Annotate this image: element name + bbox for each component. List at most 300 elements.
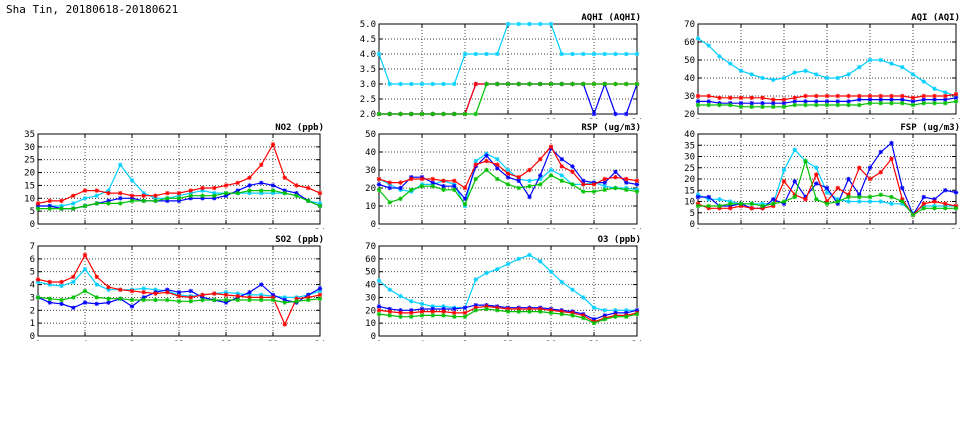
series-marker xyxy=(484,82,488,86)
svg-text:15: 15 xyxy=(24,181,35,192)
series-marker xyxy=(36,201,40,205)
series-marker xyxy=(846,195,850,199)
svg-text:0: 0 xyxy=(29,332,35,341)
svg-text:24 xyxy=(951,228,962,229)
svg-text:30: 30 xyxy=(684,152,695,163)
svg-text:0 xyxy=(376,340,381,341)
series-marker xyxy=(857,199,861,203)
series-marker xyxy=(59,298,63,302)
series-marker xyxy=(474,52,478,56)
series-marker xyxy=(879,193,883,197)
series-marker xyxy=(635,52,639,56)
svg-text:6: 6 xyxy=(29,254,35,265)
series-marker xyxy=(431,309,435,313)
series-marker xyxy=(259,282,263,286)
series-marker xyxy=(760,105,764,109)
series-marker xyxy=(549,82,553,86)
series-marker xyxy=(177,191,181,195)
series-marker xyxy=(259,163,263,167)
series-marker xyxy=(814,94,818,98)
series-marker xyxy=(463,112,467,116)
series-marker xyxy=(739,202,743,206)
series-marker xyxy=(118,191,122,195)
series-marker xyxy=(259,181,263,185)
series-marker xyxy=(377,304,381,308)
series-marker xyxy=(517,22,521,26)
series-marker xyxy=(750,96,754,100)
series-marker xyxy=(474,82,478,86)
svg-text:4 xyxy=(738,228,743,229)
series-marker xyxy=(212,298,216,302)
series-marker xyxy=(95,201,99,205)
series-marker xyxy=(527,184,531,188)
series-marker xyxy=(814,103,818,107)
series-marker xyxy=(750,72,754,76)
series-marker xyxy=(696,204,700,208)
series-marker xyxy=(592,321,596,325)
series-marker xyxy=(750,202,754,206)
series-marker xyxy=(581,316,585,320)
svg-text:8 xyxy=(129,340,134,341)
series-marker xyxy=(106,201,110,205)
series-marker xyxy=(943,188,947,192)
series-marker xyxy=(189,295,193,299)
series-marker xyxy=(635,312,639,316)
series-marker xyxy=(538,182,542,186)
series-marker xyxy=(398,82,402,86)
series-marker xyxy=(696,103,700,107)
series-marker xyxy=(495,177,499,181)
series-marker xyxy=(900,94,904,98)
series-marker xyxy=(570,313,574,317)
series-marker xyxy=(581,189,585,193)
series-marker xyxy=(388,112,392,116)
series-marker xyxy=(879,58,883,62)
series-marker xyxy=(879,101,883,105)
chart-svg-o3 xyxy=(343,236,643,341)
series-marker xyxy=(83,188,87,192)
series-marker xyxy=(247,188,251,192)
series-marker xyxy=(560,157,564,161)
series-marker xyxy=(803,159,807,163)
series-marker xyxy=(900,65,904,69)
series-marker xyxy=(836,186,840,190)
series-marker xyxy=(954,99,958,103)
series-marker xyxy=(463,306,467,310)
series-marker xyxy=(388,313,392,317)
series-marker xyxy=(857,65,861,69)
svg-text:3.0: 3.0 xyxy=(359,80,376,90)
series-marker xyxy=(224,298,228,302)
series-marker xyxy=(118,196,122,200)
svg-text:20: 20 xyxy=(365,184,376,194)
series-marker xyxy=(793,70,797,74)
series-marker xyxy=(581,52,585,56)
series-marker xyxy=(95,188,99,192)
series-marker xyxy=(560,82,564,86)
series-marker xyxy=(760,96,764,100)
series-marker xyxy=(549,270,553,274)
series-marker xyxy=(560,280,564,284)
series-marker xyxy=(592,82,596,86)
series-marker xyxy=(431,184,435,188)
series-marker xyxy=(717,103,721,107)
series-marker xyxy=(153,194,157,198)
series-marker xyxy=(484,153,488,157)
series-marker xyxy=(452,188,456,192)
series-marker xyxy=(707,43,711,47)
series-marker xyxy=(560,52,564,56)
svg-text:0 xyxy=(35,340,40,341)
series-line-s3 xyxy=(38,255,320,324)
series-marker xyxy=(388,82,392,86)
series-marker xyxy=(603,52,607,56)
series-marker xyxy=(954,92,958,96)
chart-title-no2: NO2 (ppb) xyxy=(275,123,324,133)
series-marker xyxy=(814,72,818,76)
series-marker xyxy=(463,52,467,56)
svg-text:4: 4 xyxy=(29,280,35,291)
series-marker xyxy=(495,82,499,86)
series-marker xyxy=(271,298,275,302)
series-marker xyxy=(868,94,872,98)
series-marker xyxy=(452,315,456,319)
svg-text:16 xyxy=(546,340,557,341)
svg-text:30: 30 xyxy=(365,293,376,304)
series-marker xyxy=(793,179,797,183)
series-marker xyxy=(484,168,488,172)
series-marker xyxy=(506,171,510,175)
series-marker xyxy=(95,194,99,198)
series-marker xyxy=(224,183,228,187)
series-marker xyxy=(83,267,87,271)
chart-panel-aqhi xyxy=(343,14,643,119)
series-marker xyxy=(560,312,564,316)
series-marker xyxy=(200,293,204,297)
series-marker xyxy=(549,144,553,148)
svg-text:20: 20 xyxy=(684,175,695,185)
series-marker xyxy=(527,253,531,257)
series-marker xyxy=(71,295,75,299)
series-marker xyxy=(106,191,110,195)
series-marker xyxy=(306,186,310,190)
series-marker xyxy=(771,78,775,82)
series-marker xyxy=(398,315,402,319)
series-marker xyxy=(142,298,146,302)
series-marker xyxy=(495,308,499,312)
series-marker xyxy=(318,204,322,208)
svg-text:8 xyxy=(129,228,134,229)
series-marker xyxy=(318,293,322,297)
series-marker xyxy=(463,202,467,206)
series-marker xyxy=(452,179,456,183)
svg-text:30: 30 xyxy=(365,166,376,176)
svg-text:20: 20 xyxy=(684,110,695,119)
series-marker xyxy=(922,101,926,105)
svg-text:35: 35 xyxy=(24,130,35,140)
series-marker xyxy=(212,186,216,190)
svg-text:4.5: 4.5 xyxy=(359,35,376,45)
series-marker xyxy=(782,168,786,172)
svg-text:60: 60 xyxy=(365,254,376,265)
svg-text:15: 15 xyxy=(684,186,695,197)
series-marker xyxy=(506,82,510,86)
series-marker xyxy=(879,94,883,98)
series-marker xyxy=(782,76,786,80)
series-marker xyxy=(592,112,596,116)
series-marker xyxy=(771,97,775,101)
series-marker xyxy=(377,182,381,186)
series-marker xyxy=(603,82,607,86)
svg-text:20: 20 xyxy=(24,168,35,179)
series-marker xyxy=(95,302,99,306)
series-marker xyxy=(624,188,628,192)
series-marker xyxy=(846,103,850,107)
series-marker xyxy=(36,295,40,299)
series-marker xyxy=(495,52,499,56)
svg-text:12 xyxy=(822,118,833,119)
series-marker xyxy=(452,82,456,86)
series-marker xyxy=(236,181,240,185)
series-marker xyxy=(803,69,807,73)
series-marker xyxy=(900,186,904,190)
series-marker xyxy=(398,186,402,190)
series-marker xyxy=(803,103,807,107)
series-marker xyxy=(889,94,893,98)
series-marker xyxy=(441,82,445,86)
series-marker xyxy=(48,297,52,301)
series-marker xyxy=(59,284,63,288)
series-marker xyxy=(271,188,275,192)
series-marker xyxy=(130,199,134,203)
series-marker xyxy=(570,182,574,186)
series-marker xyxy=(420,313,424,317)
series-marker xyxy=(943,94,947,98)
svg-text:0 xyxy=(695,228,700,229)
series-marker xyxy=(398,311,402,315)
series-marker xyxy=(409,188,413,192)
series-marker xyxy=(814,172,818,176)
svg-text:70: 70 xyxy=(684,20,695,30)
series-marker xyxy=(236,298,240,302)
series-marker xyxy=(153,298,157,302)
series-marker xyxy=(943,101,947,105)
series-marker xyxy=(581,82,585,86)
series-marker xyxy=(463,311,467,315)
chart-svg-rsp xyxy=(343,124,643,229)
svg-text:4 xyxy=(82,340,87,341)
series-marker xyxy=(118,163,122,167)
series-marker xyxy=(624,315,628,319)
series-marker xyxy=(71,280,75,284)
series-marker xyxy=(592,52,596,56)
series-marker xyxy=(177,294,181,298)
chart-title-rsp: RSP (ug/m3) xyxy=(581,123,641,133)
series-marker xyxy=(294,299,298,303)
series-marker xyxy=(409,112,413,116)
series-marker xyxy=(603,177,607,181)
series-marker xyxy=(409,299,413,303)
svg-text:8 xyxy=(781,118,786,119)
series-marker xyxy=(452,307,456,311)
series-marker xyxy=(398,294,402,298)
svg-text:0 xyxy=(35,228,40,229)
series-marker xyxy=(283,191,287,195)
series-marker xyxy=(224,191,228,195)
series-marker xyxy=(868,199,872,203)
svg-text:12 xyxy=(503,118,514,119)
series-marker xyxy=(846,199,850,203)
series-marker xyxy=(857,103,861,107)
series-marker xyxy=(398,112,402,116)
svg-text:25: 25 xyxy=(684,163,695,174)
series-marker xyxy=(283,300,287,304)
series-marker xyxy=(484,52,488,56)
svg-text:8 xyxy=(781,228,786,229)
series-marker xyxy=(431,112,435,116)
chart-svg-no2 xyxy=(8,124,326,229)
series-marker xyxy=(48,300,52,304)
series-marker xyxy=(200,186,204,190)
series-marker xyxy=(377,279,381,283)
series-marker xyxy=(59,206,63,210)
series-marker xyxy=(517,82,521,86)
series-marker xyxy=(377,112,381,116)
chart-panel-o3 xyxy=(343,236,643,341)
series-marker xyxy=(71,275,75,279)
series-marker xyxy=(889,202,893,206)
series-marker xyxy=(474,277,478,281)
series-marker xyxy=(868,58,872,62)
series-marker xyxy=(782,179,786,183)
series-marker xyxy=(495,267,499,271)
series-marker xyxy=(825,76,829,80)
series-marker xyxy=(613,52,617,56)
series-marker xyxy=(259,188,263,192)
series-marker xyxy=(484,271,488,275)
series-marker xyxy=(420,309,424,313)
series-marker xyxy=(388,309,392,313)
series-marker xyxy=(889,101,893,105)
series-marker xyxy=(388,288,392,292)
svg-text:0: 0 xyxy=(689,220,695,229)
series-marker xyxy=(560,179,564,183)
series-marker xyxy=(441,188,445,192)
series-marker xyxy=(409,177,413,181)
series-marker xyxy=(318,191,322,195)
series-marker xyxy=(922,206,926,210)
svg-text:35: 35 xyxy=(684,141,695,152)
series-marker xyxy=(431,313,435,317)
svg-text:20 xyxy=(268,340,279,341)
series-marker xyxy=(624,82,628,86)
series-marker xyxy=(889,61,893,65)
series-marker xyxy=(549,173,553,177)
svg-text:30: 30 xyxy=(24,142,35,153)
series-marker xyxy=(142,290,146,294)
svg-text:24 xyxy=(951,118,962,119)
series-marker xyxy=(635,179,639,183)
series-marker xyxy=(592,189,596,193)
svg-text:10: 10 xyxy=(365,319,376,330)
series-marker xyxy=(782,105,786,109)
series-marker xyxy=(538,157,542,161)
chart-title-fsp: FSP (ug/m3) xyxy=(900,123,960,133)
series-marker xyxy=(59,280,63,284)
series-marker xyxy=(825,94,829,98)
series-marker xyxy=(538,82,542,86)
series-marker xyxy=(247,298,251,302)
series-marker xyxy=(570,52,574,56)
series-marker xyxy=(814,166,818,170)
series-marker xyxy=(517,175,521,179)
svg-text:0: 0 xyxy=(29,220,35,229)
svg-text:24 xyxy=(632,118,643,119)
series-marker xyxy=(377,177,381,181)
series-marker xyxy=(635,189,639,193)
series-marker xyxy=(409,311,413,315)
series-marker xyxy=(624,52,628,56)
series-marker xyxy=(603,317,607,321)
series-marker xyxy=(527,179,531,183)
series-marker xyxy=(441,309,445,313)
series-marker xyxy=(236,294,240,298)
series-marker xyxy=(83,196,87,200)
series-marker xyxy=(707,94,711,98)
series-marker xyxy=(306,199,310,203)
series-marker xyxy=(728,202,732,206)
svg-text:20 xyxy=(268,228,279,229)
svg-text:10: 10 xyxy=(684,197,695,208)
series-marker xyxy=(760,76,764,80)
series-marker xyxy=(717,197,721,201)
series-marker xyxy=(259,298,263,302)
series-marker xyxy=(388,186,392,190)
svg-text:0 xyxy=(376,228,381,229)
chart-panel-rsp xyxy=(343,124,643,229)
chart-panel-aqi xyxy=(662,14,962,119)
chart-title-aqhi: AQHI (AQHI) xyxy=(581,13,641,23)
series-marker xyxy=(707,195,711,199)
series-marker xyxy=(771,202,775,206)
series-marker xyxy=(613,175,617,179)
series-marker xyxy=(717,54,721,58)
series-marker xyxy=(189,299,193,303)
series-marker xyxy=(868,177,872,181)
series-marker xyxy=(506,309,510,313)
series-marker xyxy=(224,293,228,297)
series-marker xyxy=(484,159,488,163)
series-marker xyxy=(271,183,275,187)
series-marker xyxy=(517,257,521,261)
series-marker xyxy=(613,315,617,319)
series-marker xyxy=(283,176,287,180)
series-marker xyxy=(771,105,775,109)
series-marker xyxy=(728,61,732,65)
series-marker xyxy=(441,179,445,183)
chart-panel-no2 xyxy=(8,124,326,229)
series-marker xyxy=(130,298,134,302)
series-marker xyxy=(696,94,700,98)
series-marker xyxy=(581,295,585,299)
series-marker xyxy=(247,290,251,294)
chart-title-o3: O3 (ppb) xyxy=(597,235,641,245)
series-marker xyxy=(318,286,322,290)
chart-svg-aqi xyxy=(662,14,962,119)
series-marker xyxy=(793,195,797,199)
chart-title-aqi: AQI (AQI) xyxy=(911,13,960,23)
series-marker xyxy=(932,101,936,105)
